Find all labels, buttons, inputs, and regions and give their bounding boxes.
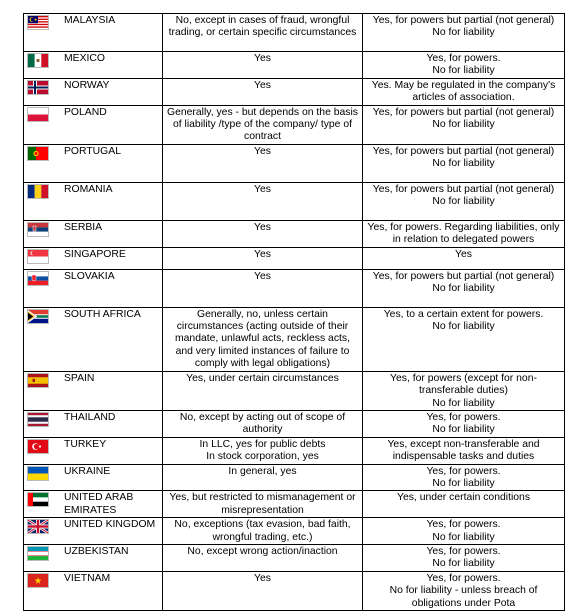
country-name: SERBIA [64,221,103,233]
country-cell [24,491,163,518]
col2-cell: Yes [163,247,363,269]
table-row [24,14,565,52]
col3-line: Yes, for powers. Regarding liabilities, only in relation to delegated powers [367,221,560,246]
country-cell [24,371,163,410]
table-row [24,464,565,491]
col2-cell: Yes [163,78,363,105]
country-cell [24,247,163,269]
table-row [24,544,565,571]
country-cell [24,182,163,220]
col3-line: No for liability [432,321,495,333]
country-cell [24,144,163,182]
country-cell [24,410,163,437]
col2-cell: Yes, under certain circumstances [163,371,363,410]
col3-line: Yes, to a certain extent for powers. [383,308,544,320]
col3-cell [363,105,565,144]
col3-line: No for liability [432,158,495,170]
col2-cell: No, except in cases of fraud, wrongful trading, or certain specific circumstances [163,14,363,52]
col2-cell: In LLC, yes for public debts In stock corporation, yes [163,437,363,464]
col3-line: No for liability [432,119,495,131]
country-name: TURKEY [64,438,107,450]
col2-cell: Yes [163,269,363,307]
table-row [24,52,565,79]
country-name: UZBEKISTAN [64,545,129,557]
south-africa-flag-icon [27,309,49,324]
col2-cell: Generally, no, unless certain circumstances (acting outside of their mandate, unlawful acts, reckless acts, and very limited instances of failure to comply with legal obligations) [163,307,363,371]
country-cell [24,269,163,307]
col3-cell [363,544,565,571]
col3-cell [363,518,565,545]
table-row [24,78,565,105]
country-name: ROMANIA [64,183,113,195]
col3-cell [363,307,565,371]
thailand-flag-icon [27,412,49,427]
slovakia-flag-icon [27,271,49,286]
table-row [24,247,565,269]
country-name: UNITED ARAB EMIRATES [64,492,134,516]
country-name: UNITED KINGDOM [64,519,156,531]
country-cell [24,518,163,545]
country-cell [24,52,163,79]
col3-cell [363,491,565,518]
country-cell [24,307,163,371]
col3-line: Yes. May be regulated in the company's articles of association. [371,79,556,104]
col3-cell [363,571,565,610]
col3-cell [363,220,565,247]
table-row [24,105,565,144]
table-row [24,144,565,182]
liability-table [23,13,565,611]
country-name: SOUTH AFRICA [64,308,141,320]
table-row [24,307,565,371]
col3-cell [363,269,565,307]
country-name: UKRAINE [64,465,111,477]
col3-line: Yes, for powers but partial (not general) [372,183,555,195]
country-cell [24,544,163,571]
table-row [24,437,565,464]
mexico-flag-icon [27,53,49,68]
country-name: MALAYSIA [64,15,116,26]
col3-line: No for liability [432,283,495,295]
col3-line: Yes, for powers. [426,545,501,557]
country-name: NORWAY [64,79,110,91]
uae-flag-icon [27,492,49,507]
country-cell [24,220,163,247]
col2-cell: Yes [163,220,363,247]
ukraine-flag-icon [27,466,49,481]
col2-cell: Yes [163,144,363,182]
col2-cell: Yes [163,52,363,79]
col3-line: No for liability [432,424,495,436]
col3-cell [363,14,565,52]
country-cell [24,105,163,144]
country-name: MEXICO [64,53,105,64]
col3-line: Yes, for powers. [426,519,501,531]
table-row [24,371,565,410]
col3-line: Yes, for powers (except for non-transferable duties) [390,372,537,397]
col3-line: No for liability [432,558,495,570]
serbia-flag-icon [27,222,49,237]
col3-line: No for liability [432,531,495,543]
col3-line: No for liability [432,27,495,39]
country-cell [24,14,163,52]
col3-cell [363,371,565,410]
col2-cell: Yes, but restricted to mismanagement or misrepresentation [163,491,363,518]
malaysia-flag-icon [27,15,49,30]
col3-line: Yes, for powers but partial (not general) [372,15,555,26]
table-row [24,410,565,437]
poland-flag-icon [27,107,49,122]
col3-line: No for liability [432,397,495,409]
romania-flag-icon [27,184,49,199]
singapore-flag-icon [27,249,49,264]
col3-line: Yes, for powers. [426,572,501,584]
table-row [24,491,565,518]
col3-line: Yes, except non-transferable and indispensable tasks and duties [387,438,540,463]
col3-cell [363,247,565,269]
col2-cell: No, except wrong action/inaction [163,544,363,571]
col2-cell: No, exceptions (tax evasion, bad faith, wrongful trading, etc.) [163,518,363,545]
col3-line: Yes, under certain conditions [396,492,531,504]
country-name: POLAND [64,106,107,118]
country-name: VIETNAM [64,572,111,584]
col3-cell [363,52,565,79]
col2-cell: Yes [163,182,363,220]
col2-cell: No, except by acting out of scope of authority [163,410,363,437]
spain-flag-icon [27,373,49,388]
country-cell [24,437,163,464]
col3-cell [363,78,565,105]
col3-line: Yes, for powers. [426,465,501,477]
col3-cell [363,410,565,437]
col3-cell [363,437,565,464]
table-row [24,220,565,247]
col2-cell: Generally, yes - but depends on the basis of liability /type of the company/ type of contract [163,105,363,144]
col3-line: Yes, for powers but partial (not general) [372,106,555,118]
uk-flag-icon [27,519,49,534]
country-name: SLOVAKIA [64,270,115,282]
col3-line: No for liability [432,196,495,208]
col2-cell: In general, yes [163,464,363,491]
country-name: THAILAND [64,411,116,423]
col3-cell [363,182,565,220]
portugal-flag-icon [27,146,49,161]
table-row [24,571,565,610]
col3-line: No for liability - unless breach of obligations under Pota [389,585,538,609]
col3-line: No for liability [432,477,495,489]
norway-flag-icon [27,80,49,95]
uzbekistan-flag-icon [27,546,49,561]
country-cell [24,571,163,610]
col2-cell: Yes [163,571,363,610]
col3-line: Yes, for powers. [426,53,501,64]
table-row [24,269,565,307]
col3-line: Yes, for powers but partial (not general) [372,145,555,157]
col3-line: Yes [455,248,472,260]
country-cell [24,464,163,491]
country-name: PORTUGAL [64,145,121,157]
col3-cell [363,464,565,491]
col3-cell [363,144,565,182]
col3-line: No for liability [432,65,495,77]
col3-line: Yes, for powers. [426,411,501,423]
table-row [24,518,565,545]
turkey-flag-icon [27,439,49,454]
vietnam-flag-icon [27,573,49,588]
table-row [24,182,565,220]
country-cell [24,78,163,105]
country-name: SPAIN [64,372,95,384]
col3-line: Yes, for powers but partial (not general) [372,270,555,282]
country-name: SINGAPORE [64,248,126,260]
